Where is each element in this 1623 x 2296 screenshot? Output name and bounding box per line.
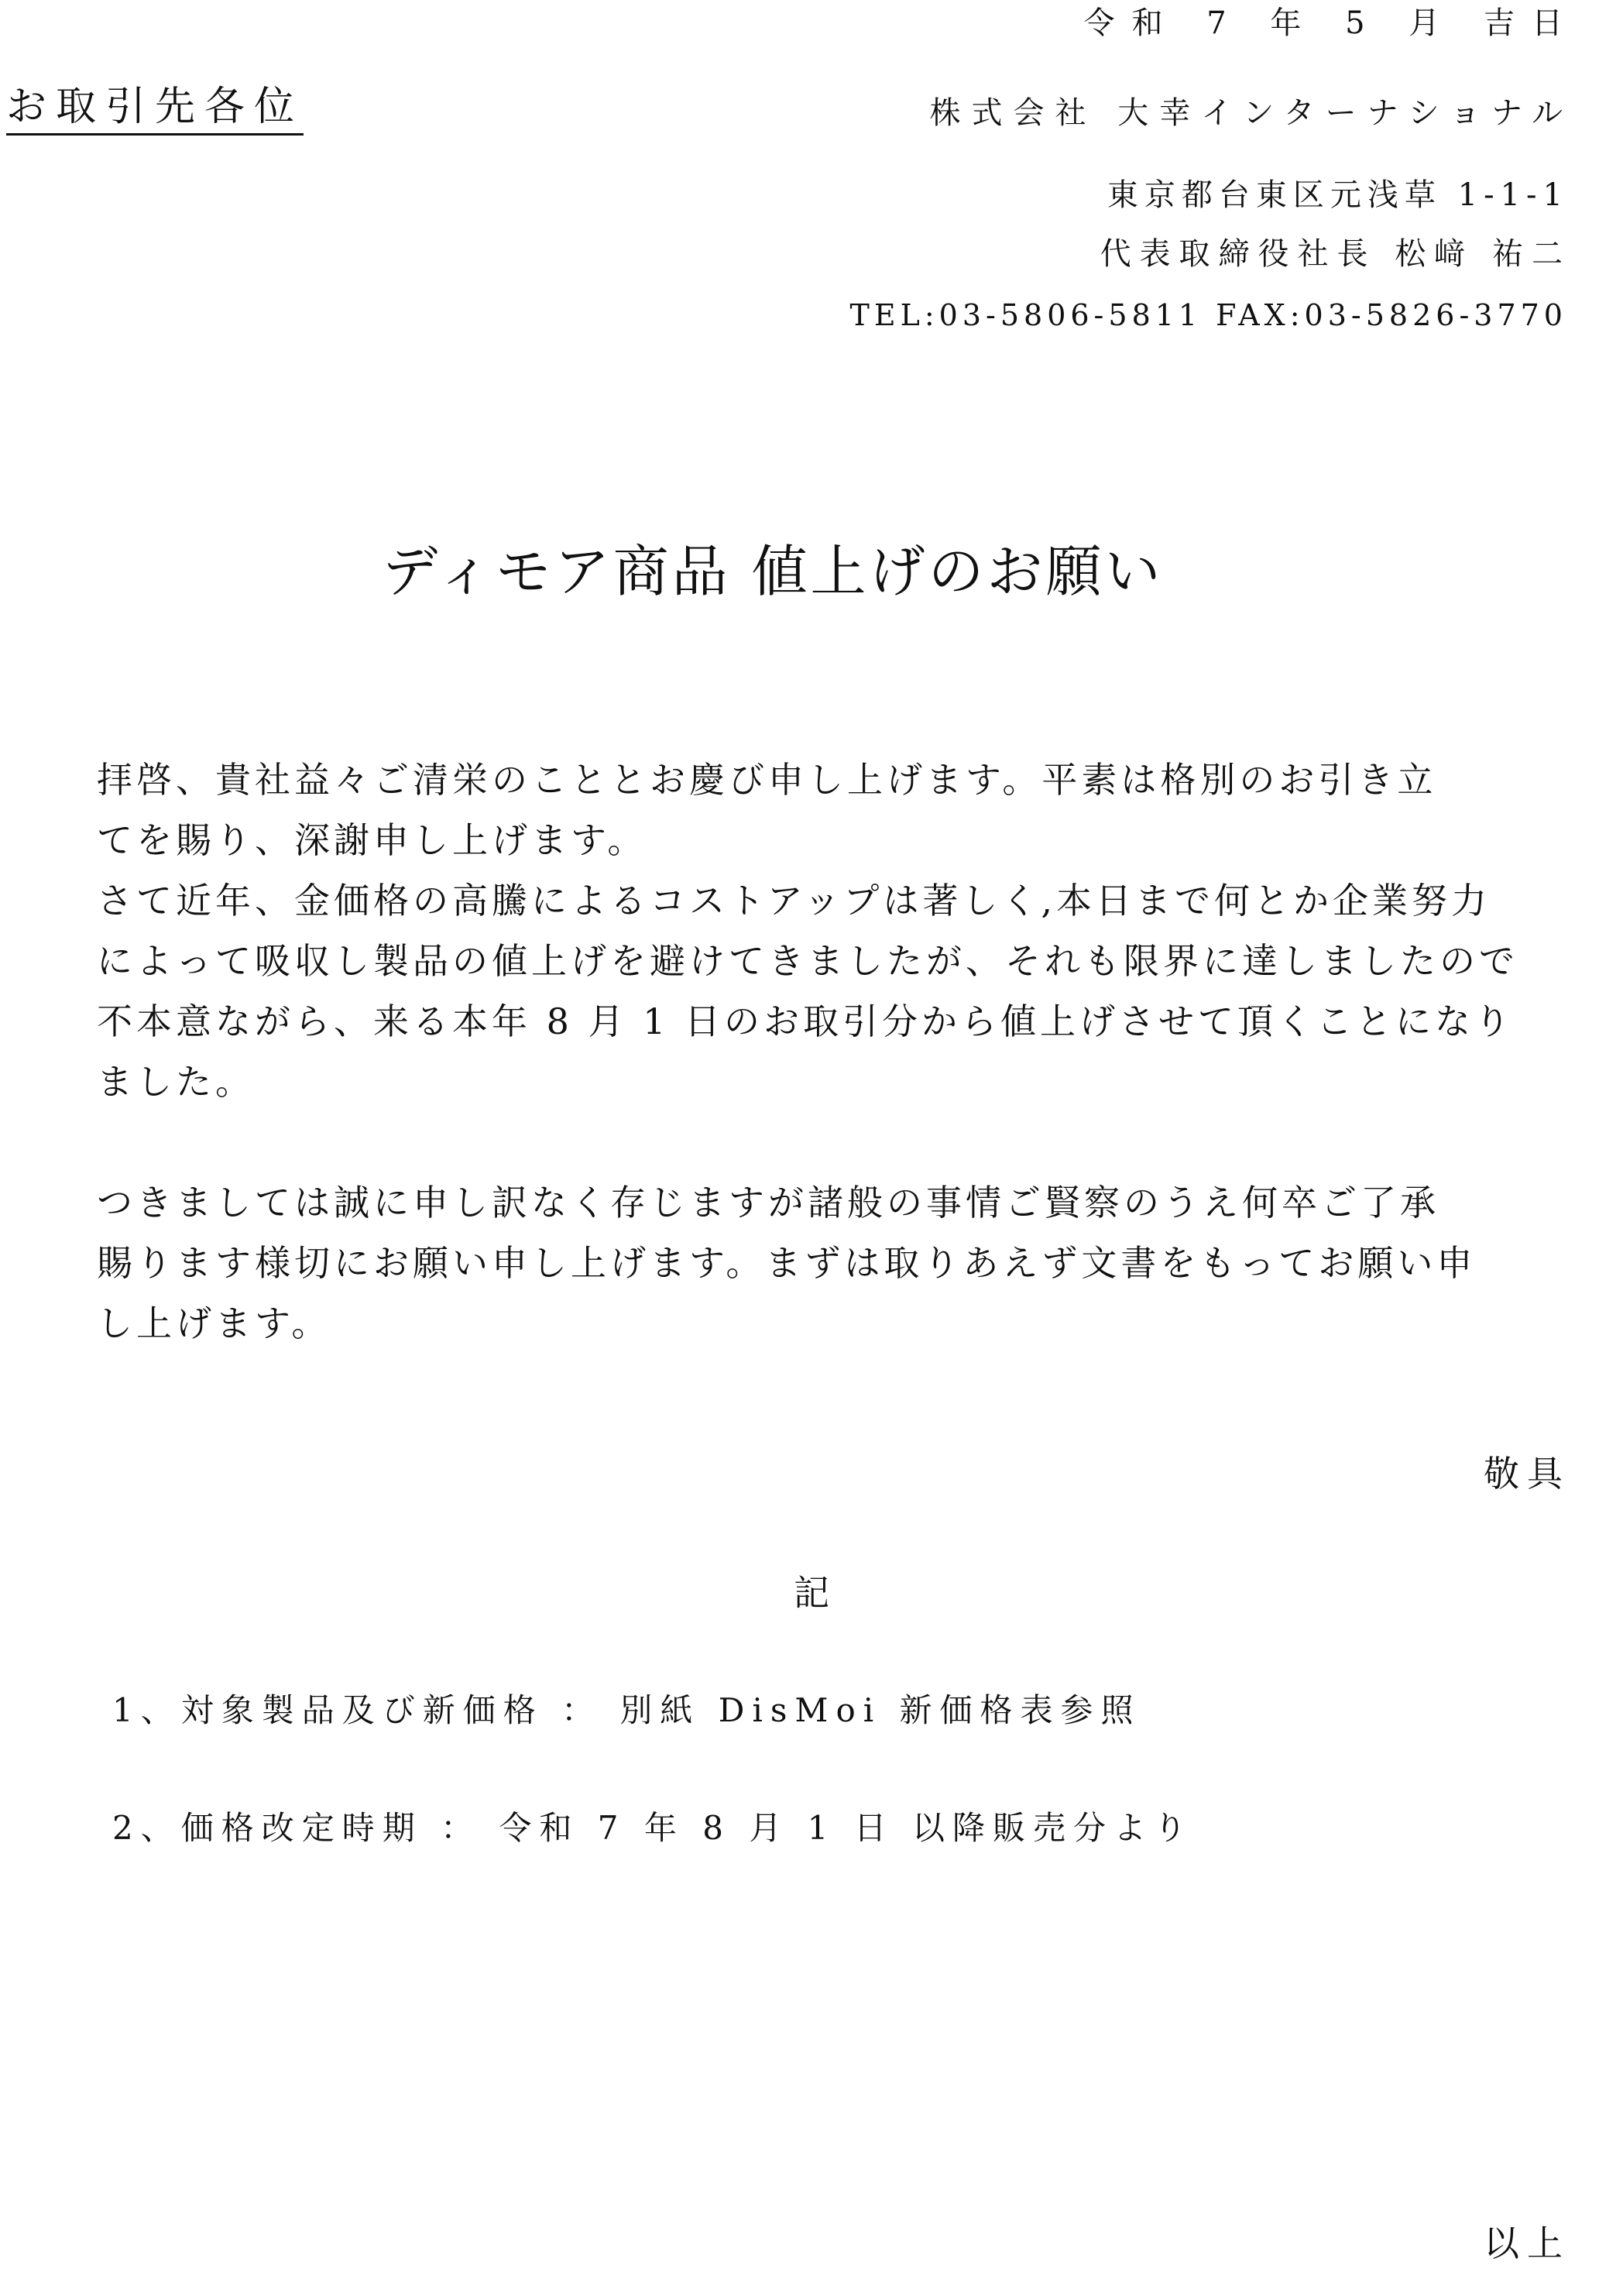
document-title: ディモア商品 値上げのお願い xyxy=(382,539,1164,604)
sender-representative: 代表取締役社長 松﨑 祐二 xyxy=(1100,236,1571,272)
body-line: 不本意ながら、来る本年 8 月 1 日のお取引分から値上げさせて頂くことになり xyxy=(97,1000,1515,1042)
closing-keigu: 敬具 xyxy=(1484,1453,1570,1495)
body-line: さて近年、金価格の高騰によるコストアップは著しく,本日まで何とか企業努力 xyxy=(97,880,1491,921)
body-line: つきましては誠に申し訳なく存じますが諸般の事情ご賢察のうえ何卒ご了承 xyxy=(97,1182,1439,1224)
notes-item-products: 1、対象製品及び新価格 ： 別紙 DisMoi 新価格表参照 xyxy=(112,1691,1141,1729)
body-line: し上げます。 xyxy=(97,1302,331,1344)
body-line: によって吸収し製品の値上げを避けてきましたが、それも限界に達しましたので xyxy=(97,940,1518,982)
body-line: 拝啓、貴社益々ご清栄のこととお慶び申し上げます。平素は格別のお引き立 xyxy=(97,759,1437,801)
body-line: てを賜り、深謝申し上げます。 xyxy=(97,819,647,861)
paragraph-gap xyxy=(97,1112,1537,1172)
end-mark: 以上 xyxy=(1484,2222,1570,2264)
notes-item-revision-date: 2、価格改定時期 ： 令和 7 年 8 月 1 日 以降販売分より xyxy=(112,1809,1195,1847)
sender-address: 東京都台東区元浅草 1-1-1 xyxy=(1107,177,1569,213)
document-date: 令和 7 年 5 月 吉日 xyxy=(1083,5,1580,41)
body-line: ました。 xyxy=(97,1061,255,1103)
body-line: 賜ります様切にお願い申し上げます。まずは取りあえず文書をもってお願い申 xyxy=(97,1242,1477,1284)
sender-contact: TEL:03-5806-5811 FAX:03-5826-3770 xyxy=(849,298,1567,332)
addressee: お取引先各位 xyxy=(6,87,304,136)
sender-company: 株式会社 大幸インターナショナル xyxy=(929,95,1573,131)
notes-heading: 記 xyxy=(794,1572,829,1614)
letter-body xyxy=(97,750,1537,1354)
